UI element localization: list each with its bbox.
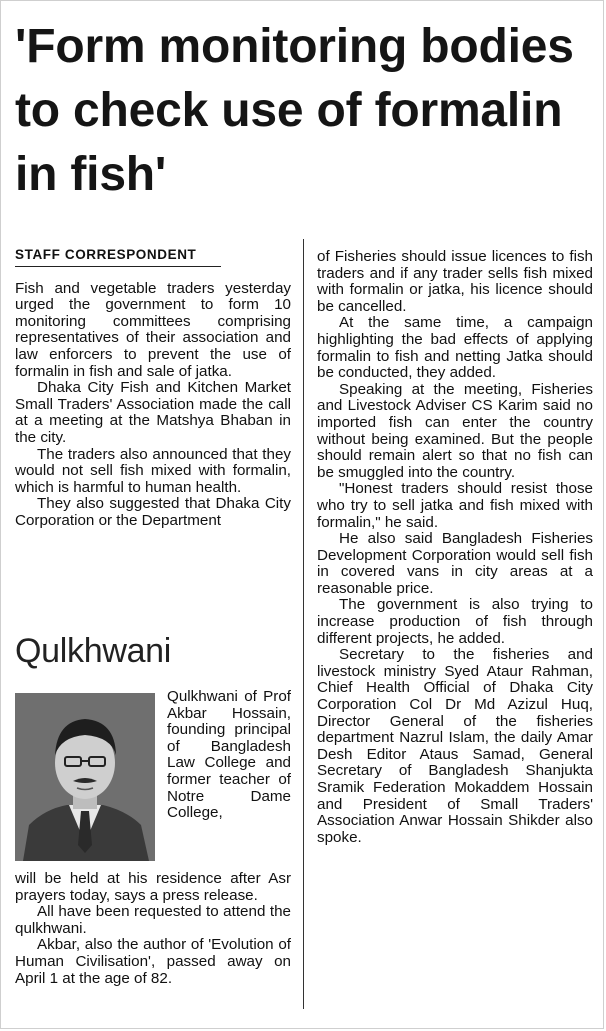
- article-paragraph: of Fisheries should issue licences to fish traders and if any trader sells fish mixed with formalin or jatka, his licence should be cancelled.: [317, 248, 593, 315]
- article-headline: 'Form monitoring bodies to check use of formalin in fish': [15, 20, 574, 201]
- obituary-title: Qulkhwani: [15, 632, 172, 670]
- obituary-body: [15, 871, 291, 987]
- obituary-paragraph: Qulkhwani of Prof Akbar Hossain, founding principal of Bangladesh Law College and former teacher of Notre Dame College,: [167, 688, 291, 822]
- article-paragraph: Dhaka City Fish and Kitchen Market Small Traders' Association made the call at a meeting at the Matshya Bhaban in the city.: [15, 379, 291, 446]
- obituary-side-text: [167, 689, 291, 822]
- article-paragraph: The traders also announced that they would not sell fish mixed with formalin, which is harmful to human health.: [15, 445, 291, 496]
- obituary-paragraph: will be held at his residence after Asr prayers today, says a press release.: [15, 870, 291, 904]
- article-paragraph: Fish and vegetable traders yesterday urged the government to form 10 monitoring committees comprising representatives of their association and law enforcers to prevent the use of formalin in fish and sale of jatka.: [15, 279, 291, 380]
- article-paragraph: He also said Bangladesh Fisheries Development Corporation would sell fish in covered vans in city areas at a reasonable price.: [317, 530, 593, 597]
- column-divider: [303, 239, 304, 1009]
- article-paragraph: "Honest traders should resist those who try to sell jatka and fish mixed with formalin," he said.: [317, 480, 593, 531]
- article-byline: STAFF CORRESPONDENT: [15, 247, 221, 267]
- article-column-right: [317, 249, 593, 846]
- article-paragraph: Speaking at the meeting, Fisheries and Livestock Adviser CS Karim said no imported fish can enter the country without being examined. But the people should remain alert so that no fish can be smuggled into the country.: [317, 380, 593, 481]
- article-paragraph: They also suggested that Dhaka City Corporation or the Department: [15, 495, 291, 529]
- article-paragraph: Secretary to the fisheries and livestock ministry Syed Ataur Rahman, Chief Health Official of Dhaka City Corporation Col Dr Md Azizul Huq, Director General of the fisheries department Nazrul Islam, the daily Amar Desh Editor Ataus Samad, General Secretary of Bangladesh Shanjukta Sramik Federation Mokaddem Hossain and President of Small Traders' Association Anwar Hossain Shikder also spoke.: [317, 646, 593, 846]
- portrait-photo: [15, 693, 155, 861]
- article-column-left: [15, 247, 291, 530]
- article-paragraph: At the same time, a campaign highlighting the bad effects of applying formalin to fish and netting Jatka should be conducted, they added.: [317, 314, 593, 382]
- portrait-figure: [15, 693, 155, 861]
- obituary-paragraph: All have been requested to attend the qulkhwani.: [15, 903, 291, 937]
- article-paragraph: The government is also trying to increase production of fish through different projects, he added.: [317, 596, 593, 647]
- obituary-paragraph: Akbar, also the author of 'Evolution of Human Civilisation', passed away on April 1 at the age of 82.: [15, 936, 291, 987]
